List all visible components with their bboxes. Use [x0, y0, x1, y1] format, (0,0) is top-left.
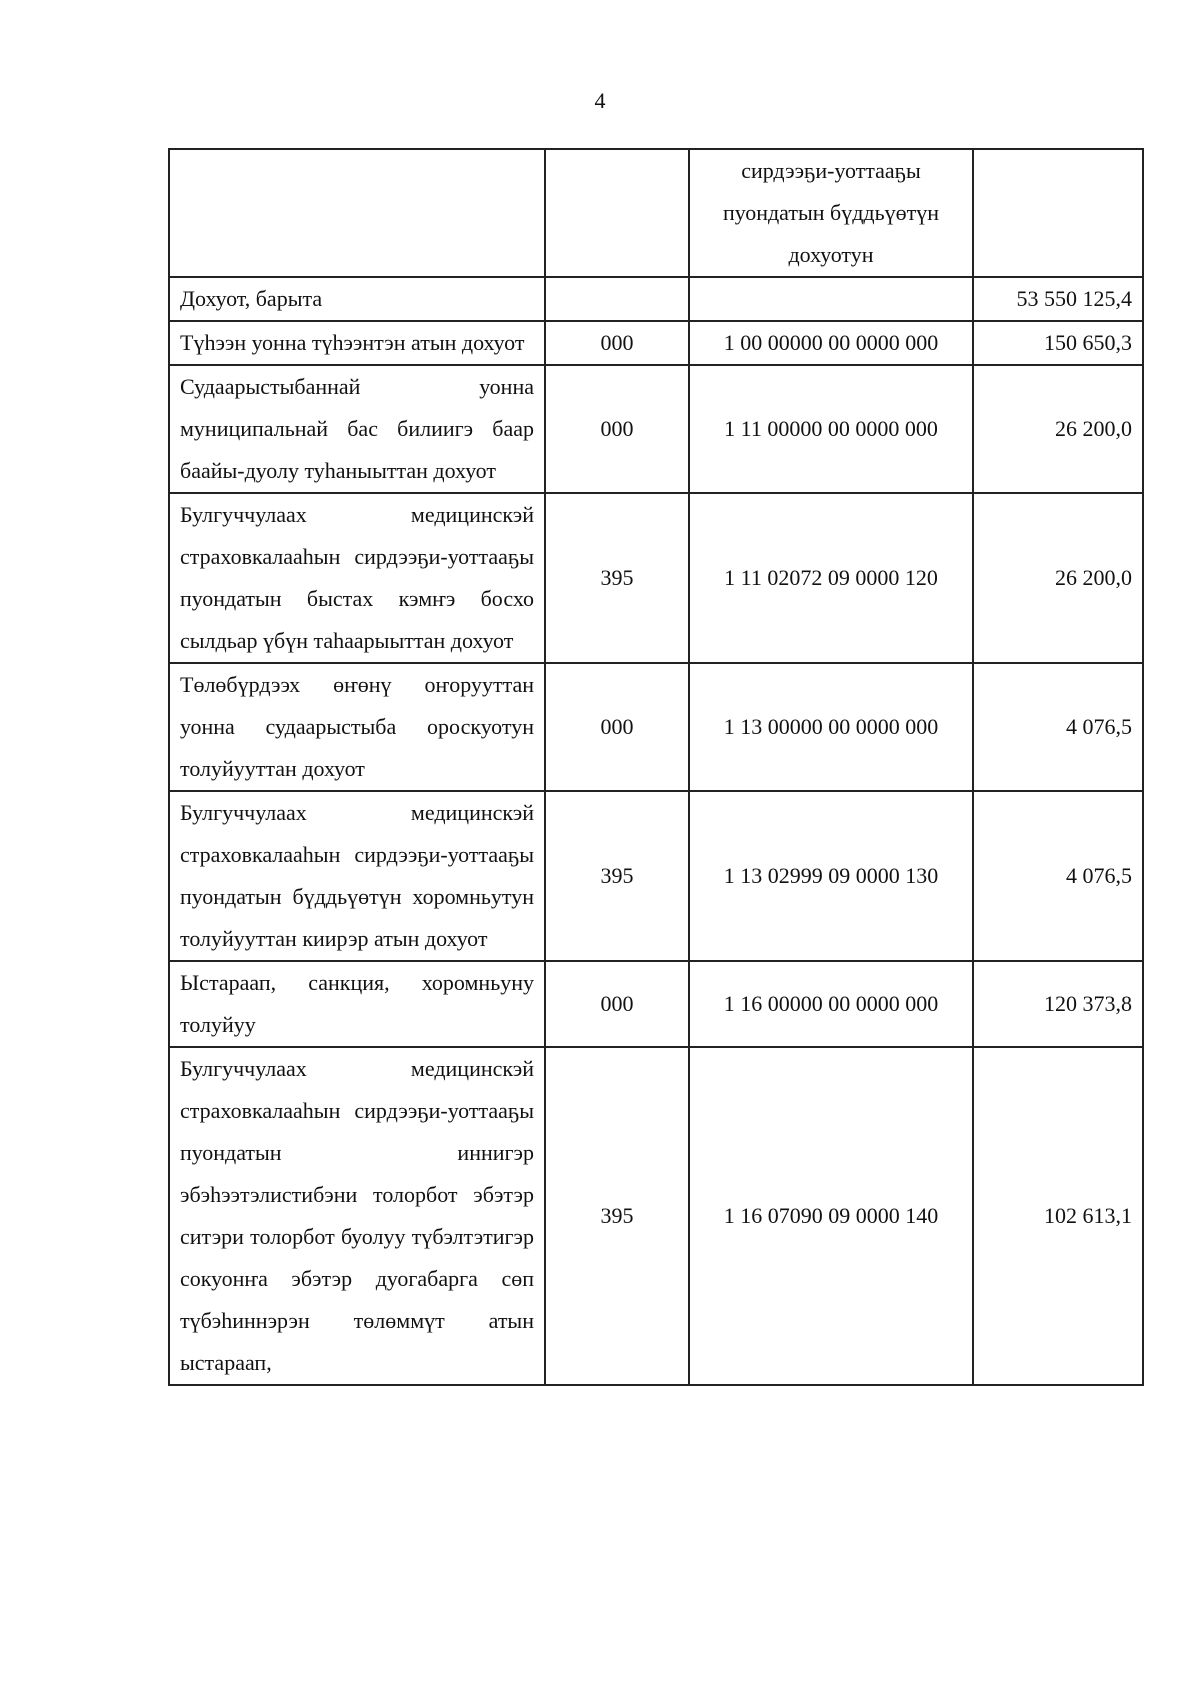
row-name-cell: Булгуччулаах медицинскэй страховкалааһын сирдээҕи-уоттааҕы пуондатын иннигэр эбэһээтэлистибэни толорбот эбэтэр ситэри толорбот буолуу түбэлтэтигэр сокуонҥа эбэтэр дуогабарга сөп түбэһиннэрэн төлөммүт атын ыстараап,: [169, 1047, 545, 1385]
row-sum-cell: 102 613,1: [973, 1047, 1143, 1385]
row-sum-cell: 26 200,0: [973, 493, 1143, 663]
row-code-cell: [689, 277, 973, 321]
row-code-cell: 1 00 00000 00 0000 000: [689, 321, 973, 365]
row-name-cell: Түһээн уонна түһээнтэн атын дохуот: [169, 321, 545, 365]
table-header-row: [169, 149, 1143, 277]
table-row: [169, 493, 1143, 663]
row-sum-cell: 4 076,5: [973, 791, 1143, 961]
table-row: [169, 663, 1143, 791]
row-admin-cell: 395: [545, 791, 689, 961]
row-admin-cell: 000: [545, 961, 689, 1047]
row-admin-cell: 395: [545, 1047, 689, 1385]
row-sum-cell: 53 550 125,4: [973, 277, 1143, 321]
row-sum-cell: 120 373,8: [973, 961, 1143, 1047]
page-number: 4: [594, 88, 606, 113]
header-admin-cell: [545, 149, 689, 277]
row-code-cell: 1 13 00000 00 0000 000: [689, 663, 973, 791]
table-row: [169, 277, 1143, 321]
table-row: [169, 365, 1143, 493]
table-row: [169, 791, 1143, 961]
row-name-cell: Булгуччулаах медицинскэй страховкалааһын сирдээҕи-уоттааҕы пуондатын быстах кэмҥэ босхо сылдьар үбүн таһаарыыттан дохуот: [169, 493, 545, 663]
table-row: [169, 1047, 1143, 1385]
header-name-cell: [169, 149, 545, 277]
row-code-cell: 1 16 00000 00 0000 000: [689, 961, 973, 1047]
row-name-cell: Төлөбүрдээх өҥөнү оҥорууттан уонна судаарыстыба ороскуотун толуйууттан дохуот: [169, 663, 545, 791]
row-admin-cell: 395: [545, 493, 689, 663]
row-name-cell: Судаарыстыбаннай уонна муниципальнай бас билиигэ баар баайы-дуолу туһаныыттан дохуот: [169, 365, 545, 493]
row-admin-cell: [545, 277, 689, 321]
row-admin-cell: 000: [545, 663, 689, 791]
table-row: [169, 321, 1143, 365]
row-admin-cell: 000: [545, 365, 689, 493]
row-code-cell: 1 11 02072 09 0000 120: [689, 493, 973, 663]
row-name-cell: Ыстараап, санкция, хоромньуну толуйуу: [169, 961, 545, 1047]
row-code-cell: 1 13 02999 09 0000 130: [689, 791, 973, 961]
table-row: [169, 961, 1143, 1047]
row-name-cell: Дохуот, барыта: [169, 277, 545, 321]
header-code-cell: сирдээҕи-уоттааҕы пуондатын бүддьүөтүн дохуотун: [689, 149, 973, 277]
row-admin-cell: 000: [545, 321, 689, 365]
row-sum-cell: 26 200,0: [973, 365, 1143, 493]
revenue-table: [168, 148, 1144, 1386]
row-name-cell: Булгуччулаах медицинскэй страховкалааһын сирдээҕи-уоттааҕы пуондатын бүддьүөтүн хоромньутун толуйууттан киирэр атын дохуот: [169, 791, 545, 961]
row-sum-cell: 150 650,3: [973, 321, 1143, 365]
row-sum-cell: 4 076,5: [973, 663, 1143, 791]
header-sum-cell: [973, 149, 1143, 277]
row-code-cell: 1 16 07090 09 0000 140: [689, 1047, 973, 1385]
row-code-cell: 1 11 00000 00 0000 000: [689, 365, 973, 493]
